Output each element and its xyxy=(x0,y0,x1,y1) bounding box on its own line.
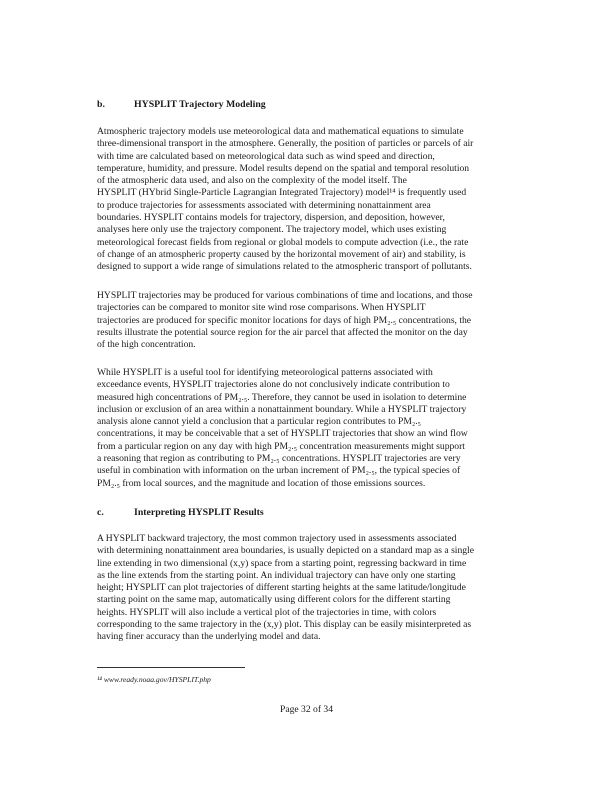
footnote: ¹⁴ www.ready.noaa.gov/HYSPLIT.php xyxy=(97,675,211,684)
paragraph-b-1-line: three-dimensional transport in the atmosphere. Generally, the position of particles or parcels of air xyxy=(97,138,474,150)
paragraph-b-1-line: of change of an atmospheric property caused by the horizontal movement of air) and stability, is xyxy=(97,248,466,260)
paragraph-b-3-line: a reasoning that region as contributing to PM₂.₅ concentrations. HYSPLIT trajectories are very xyxy=(97,453,461,465)
paragraph-c-1-line: corresponding to the same trajectory in the (x,y) plot. This display can be easily misinterpreted as xyxy=(97,619,472,631)
paragraph-b-3-line: PM₂.₅ from local sources, and the magnitude and location of those emissions sources. xyxy=(97,477,426,489)
page-number: Page 32 of 34 xyxy=(279,704,334,715)
paragraph-b-1-line: of the atmospheric data used, and also on the complexity of the model itself. The xyxy=(97,175,407,187)
paragraph-b-3-line: measured high concentrations of PM₂.₅. Therefore, they cannot be used in isolation to determine xyxy=(97,391,467,403)
paragraph-b-1-line: meteorological forecast fields from regional or global models to compute advection (i.e., the rate xyxy=(97,236,469,248)
paragraph-c-1-line: as the line extends from the starting point. An individual trajectory can have only one starting xyxy=(97,569,456,581)
paragraph-b-1-line: temperature, humidity, and pressure. Model results depend on the spatial and temporal resolution xyxy=(97,162,470,174)
paragraph-b-3-line: analysis alone cannot yield a conclusion that a particular region contributes to PM₂.₅ xyxy=(97,416,421,428)
paragraph-c-1-line: A HYSPLIT backward trajectory, the most common trajectory used in assessments associated xyxy=(97,533,457,544)
paragraph-c-1-line: with determining nonattainment area boundaries, is usually depicted on a standard map as a single xyxy=(97,545,474,557)
paragraph-b-2-line: results illustrate the potential source region for the air parcel that affected the monitor on the day xyxy=(97,326,468,338)
paragraph-c-1-line: line extending in two dimensional (x,y) space from a starting point, regressing backward in time xyxy=(97,557,467,569)
paragraph-c-1 xyxy=(97,533,529,644)
paragraph-b-3-line: from a particular region on any day with high PM₂.₅ concentration measurements might support xyxy=(97,440,465,452)
section-b-heading xyxy=(97,99,266,111)
paragraph-b-1-line: analyses here only use the trajectory component. The trajectory model, which uses existing xyxy=(97,224,447,236)
paragraph-b-1-line: HYSPLIT (HYbrid Single-Particle Lagrangian Integrated Trajectory) model¹⁴ is frequently used xyxy=(97,187,467,199)
paragraph-b-2-line: of the high concentration. xyxy=(97,339,196,351)
paragraph-c-1-line: heights. HYSPLIT will also include a vertical plot of the trajectories in time, with colors xyxy=(97,606,437,618)
paragraph-b-3-line: useful in combination with information on the urban increment of PM₂.₅, the typical species of xyxy=(97,465,461,477)
paragraph-b-1-line: designed to support a wide range of simulations related to the atmospheric transport of pollutants. xyxy=(97,261,472,273)
paragraph-b-2-line: trajectories can be compared to monitor site wind rose comparisons. When HYSPLIT xyxy=(97,302,426,314)
paragraph-b-2-line: trajectories are produced for specific monitor locations for days of high PM₂.₅ concentrations, the xyxy=(97,314,472,326)
paragraph-b-1-line: with time are calculated based on meteorological data such as wind speed and direction, xyxy=(97,150,435,162)
paragraph-b-2 xyxy=(97,290,529,351)
paragraph-b-1-line: Atmospheric trajectory models use meteorological data and mathematical equations to simulate xyxy=(97,126,464,137)
footnote-divider xyxy=(97,667,245,668)
paragraph-b-3-line: inclusion or exclusion of an area within a nonattainment boundary. While a HYSPLIT trajectory xyxy=(97,403,467,415)
paragraph-c-1-line: having finer accuracy than the underlying model and data. xyxy=(97,631,321,643)
paragraph-b-1 xyxy=(97,126,529,274)
paragraph-b-3-line: exceedance events, HYSPLIT trajectories alone do not conclusively indicate contribution to xyxy=(97,379,450,391)
paragraph-b-3-line: While HYSPLIT is a useful tool for identifying meteorological patterns associated with xyxy=(97,367,433,378)
paragraph-b-1-line: boundaries. HYSPLIT contains models for trajectory, dispersion, and deposition, however, xyxy=(97,212,445,224)
section-c-heading xyxy=(97,507,264,519)
section-c-number: c. xyxy=(97,507,104,518)
section-b-number: b. xyxy=(97,99,105,110)
section-c-title: Interpreting HYSPLIT Results xyxy=(134,507,264,518)
paragraph-c-1-line: starting point on the same map, automatically using different colors for the different starting xyxy=(97,594,451,606)
paragraph-b-3 xyxy=(97,367,529,490)
paragraph-b-1-line: to produce trajectories for assessments associated with determining nonattainment area xyxy=(97,199,431,211)
paragraph-b-2-line: HYSPLIT trajectories may be produced for various combinations of time and locations, and those xyxy=(97,290,473,301)
paragraph-c-1-line: height; HYSPLIT can plot trajectories of different starting heights at the same latitude/longitude xyxy=(97,582,466,594)
paragraph-b-3-line: concentrations, it may be conceivable that a set of HYSPLIT trajectories that show an wind flow xyxy=(97,428,468,440)
section-b-title: HYSPLIT Trajectory Modeling xyxy=(134,99,266,110)
